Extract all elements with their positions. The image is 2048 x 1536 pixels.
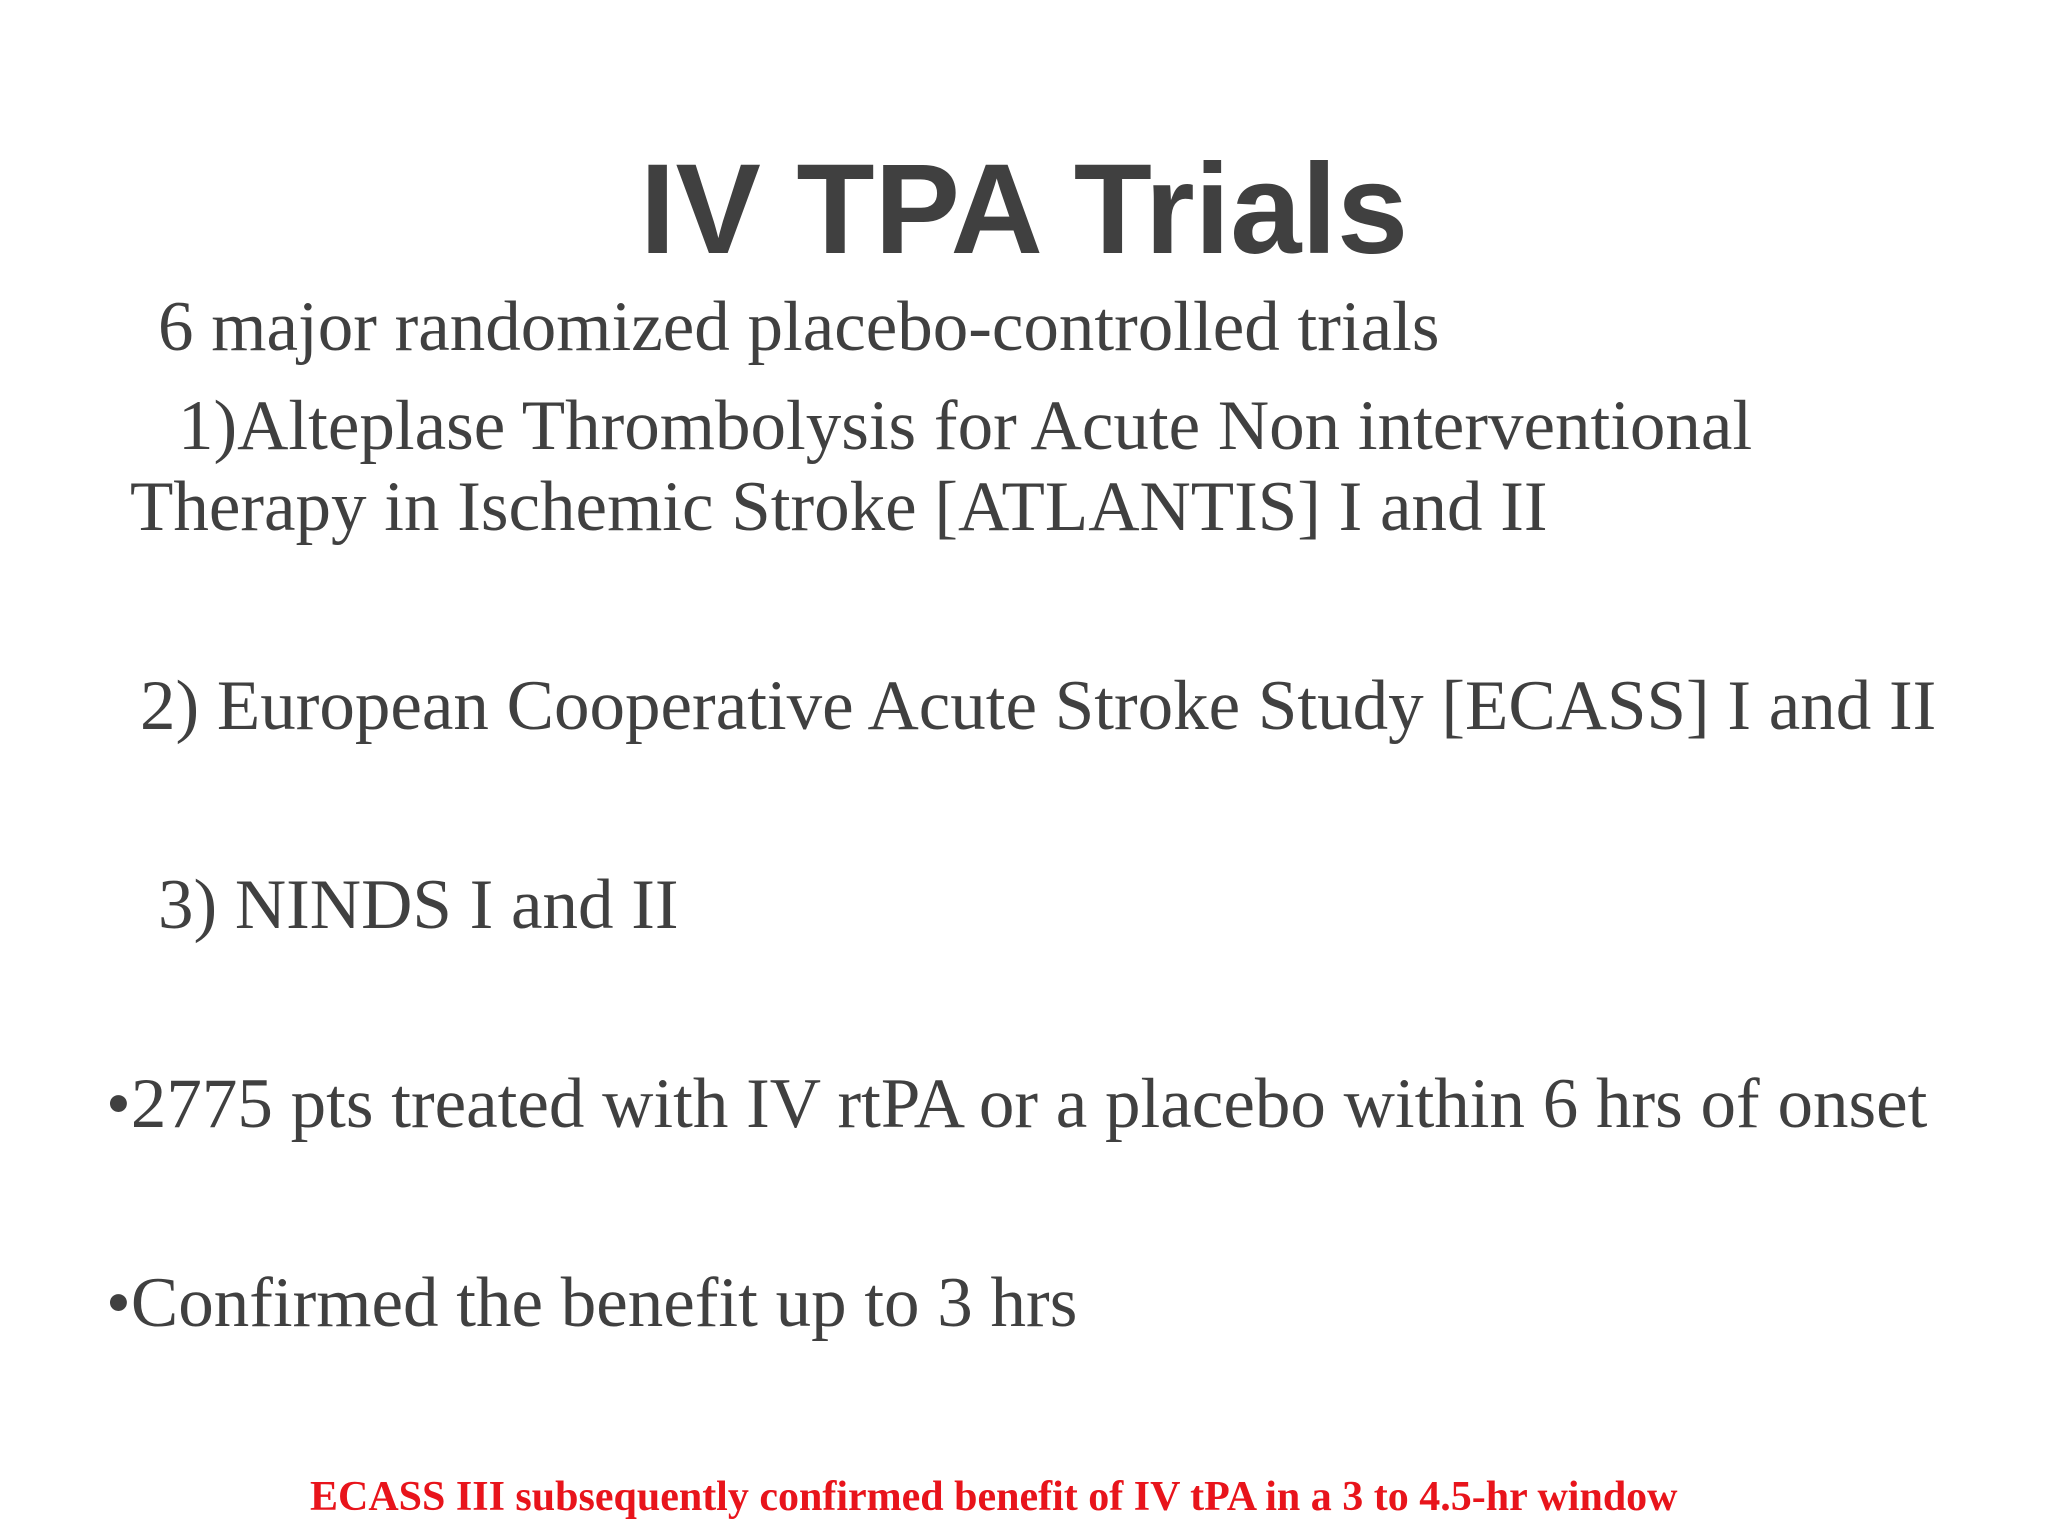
slide-title: IV TPA Trials	[639, 138, 1409, 281]
trial-1-line-2: Therapy in Ischemic Stroke [ATLANTIS] I and II	[130, 468, 1548, 546]
trial-3: 3) NINDS I and II	[158, 866, 679, 944]
trial-2: 2) European Cooperative Acute Stroke Study [ECASS] I and II	[140, 667, 1937, 745]
trial-1-line-1: 1)Alteplase Thrombolysis for Acute Non interventional	[178, 387, 1753, 465]
footnote-ecass-iii: ECASS III subsequently confirmed benefit of IV tPA in a 3 to 4.5-hr window	[310, 1474, 1678, 1520]
bullet-benefit: •Confirmed the benefit up to 3 hrs	[106, 1264, 1078, 1342]
bullet-patients: •2775 pts treated with IV rtPA or a placebo within 6 hrs of onset	[106, 1065, 1928, 1143]
intro-text: 6 major randomized placebo-controlled trials	[158, 288, 1440, 366]
